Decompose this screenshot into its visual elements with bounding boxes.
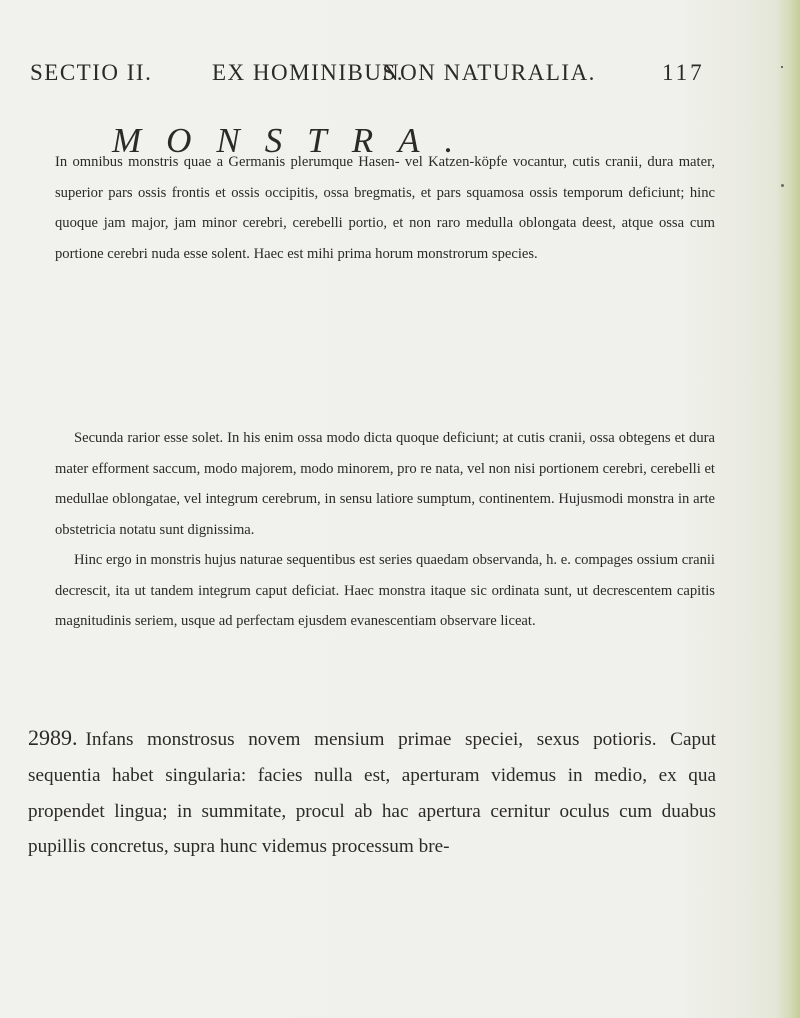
page-speck xyxy=(781,184,784,187)
page-speck xyxy=(781,66,783,68)
paragraph-text: Secunda rarior esse solet. In his enim ossa modo dicta quoque deficiunt; at cutis cranii, ossa obtegens et dura mater efforment saccum, modo majorem, modo minorem, pro re nata, vel non nisi portionem cerebri, cerebelli et medullae oblongatae, vel integrum cerebrum, in sensu latiore sumptum, continentem. Hujusmodi monstra in arte obstetricia notatu sunt dignissima. xyxy=(55,430,715,538)
paragraph-text: Hinc ergo in monstris hujus naturae sequentibus est series quaedam observanda, h. e. compages ossium cranii decrescit, ita ut tandem integrum caput deficiat. Haec monstra itaque sic ordinata sunt, ut decrescentem capitis magnitudinis seriem, usque ad perfectam ejusdem evanescentiam observare liceat. xyxy=(55,552,715,630)
paragraph-1 xyxy=(55,147,715,269)
page-title: MONSTRA. xyxy=(112,121,479,160)
header-non-naturalia: NON NATURALIA. xyxy=(382,60,596,85)
header-ex-hominibus: EX HOMINIBUS. xyxy=(212,60,404,85)
catalogue-entry xyxy=(28,720,716,865)
paragraph-text: In omnibus monstris quae a Germanis plerumque Hasen- vel Katzen-köpfe vocantur, cutis cranii, dura mater, superior pars ossis frontis et ossis occipitis, ossa bregmatis, et pars squamosa ossis temporum deficiunt; hinc quoque jam major, jam minor cerebri, cerebelli portio, et non raro medulla oblongata deest, atque ossa cum portione cerebri nuda esse solent. Haec est mihi prima horum monstrorum species. xyxy=(55,154,715,262)
running-header xyxy=(30,60,710,100)
header-section: SECTIO II. xyxy=(30,60,153,85)
page-number: 117 xyxy=(662,60,705,85)
entry-number: 2989. xyxy=(28,725,78,750)
paragraph-2 xyxy=(55,423,715,545)
paragraph-3 xyxy=(55,545,715,637)
entry-text: Infans monstrosus novem mensium primae speciei, sexus potioris. Caput sequentia habet singularia: facies nulla est, aperturam videmus in medio, ex qua propendet lingua; in summitate, procul ab hac apertura cernitur oculus cum duabus pupillis concretus, supra hunc videmus processum bre- xyxy=(28,729,716,858)
page-edge xyxy=(776,0,800,1018)
